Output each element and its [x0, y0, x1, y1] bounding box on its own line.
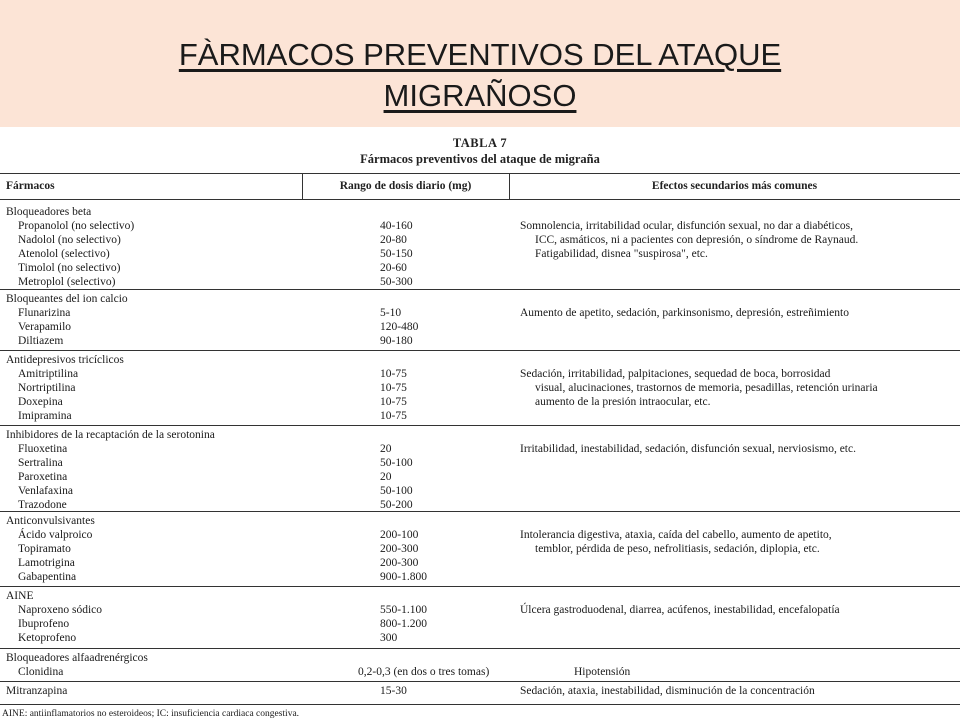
drug-dose: 10-75 — [380, 410, 407, 422]
side-effects: Sedación, ataxia, inestabilidad, disminución de la concentración — [520, 685, 815, 697]
drug-name: Ácido valproico — [18, 529, 93, 541]
drug-category: Mitranzapina — [6, 685, 68, 697]
drug-dose: 50-100 — [380, 485, 413, 497]
table-rule — [0, 681, 960, 682]
drug-name: Venlafaxina — [18, 485, 73, 497]
drug-dose: 90-180 — [380, 335, 413, 347]
side-effects: temblor, pérdida de peso, nefrolitiasis, sedación, diplopia, etc. — [535, 543, 820, 555]
drug-dose: 20-60 — [380, 262, 407, 274]
drug-dose: 300 — [380, 632, 398, 644]
drug-name: Ketoprofeno — [18, 632, 77, 644]
table-subcaption: Fármacos preventivos del ataque de migraña — [360, 152, 600, 166]
drug-name: Sertralina — [18, 457, 63, 469]
drug-name: Imipramina — [18, 410, 72, 422]
table-footnote: AINE: antiinflamatorios no esteroideos; IC: insuficiencia cardiaca congestiva. — [2, 709, 300, 719]
drug-category: Bloqueadores beta — [6, 206, 92, 218]
drug-name: Gabapentina — [18, 571, 77, 583]
side-effects: Úlcera gastroduodenal, diarrea, acúfenos, inestabilidad, encefalopatía — [520, 604, 840, 616]
table-rule-header — [0, 199, 960, 200]
column-header-drugs: Fármacos — [6, 180, 55, 192]
table-rule — [0, 289, 960, 290]
drug-name: Nadolol (no selectivo) — [18, 234, 121, 246]
drug-dose: 50-300 — [380, 276, 413, 288]
drug-category: Bloqueantes del ion calcio — [6, 293, 128, 305]
drug-name: Naproxeno sódico — [18, 604, 102, 616]
drug-dose: 200-100 — [380, 529, 419, 541]
side-effects: Irritabilidad, inestabilidad, sedación, disfunción sexual, nerviosismo, etc. — [520, 443, 856, 455]
drug-dose: 800-1.200 — [380, 618, 427, 630]
drug-dose: 550-1.100 — [380, 604, 427, 616]
table-rule — [0, 586, 960, 587]
drug-name: Doxepina — [18, 396, 63, 408]
drug-category: Bloqueadores alfaadrenérgicos — [6, 652, 148, 664]
drug-dose: 200-300 — [380, 543, 419, 555]
slide-title-line1: FÀRMACOS PREVENTIVOS DEL ATAQUE — [178, 37, 782, 72]
side-effects: Intolerancia digestiva, ataxia, caída del cabello, aumento de apetito, — [520, 529, 832, 541]
drug-dose: 120-480 — [380, 321, 419, 333]
drug-dose: 0,2-0,3 (en dos o tres tomas) — [358, 666, 490, 678]
drug-dose: 20 — [380, 471, 392, 483]
drug-name: Timolol (no selectivo) — [18, 262, 121, 274]
drug-name: Metroplol (selectivo) — [18, 276, 116, 288]
side-effects: Hipotensión — [574, 666, 631, 678]
drug-dose: 200-300 — [380, 557, 419, 569]
side-effects: visual, alucinaciones, trastornos de memoria, pesadillas, retención urinaria — [535, 382, 878, 394]
drug-name: Fluoxetina — [18, 443, 68, 455]
drug-dose: 50-200 — [380, 499, 413, 511]
drug-name: Atenolol (selectivo) — [18, 248, 110, 260]
table-rule — [0, 648, 960, 649]
drug-name: Paroxetina — [18, 471, 68, 483]
drug-dose: 10-75 — [380, 368, 407, 380]
drug-name: Trazodone — [18, 499, 67, 511]
drug-name: Topiramato — [18, 543, 71, 555]
drug-dose: 900-1.800 — [380, 571, 427, 583]
drug-dose: 15-30 — [380, 685, 407, 697]
table-caption: TABLA 7 — [452, 136, 508, 150]
drug-category: AINE — [6, 590, 34, 602]
table-rule-top — [0, 173, 960, 174]
drug-dose: 10-75 — [380, 396, 407, 408]
drug-name: Clonidina — [18, 666, 64, 678]
side-effects: Aumento de apetito, sedación, parkinsonismo, depresión, estreñimiento — [520, 307, 849, 319]
slide-title — [0, 34, 960, 116]
side-effects: Sedación, irritabilidad, palpitaciones, sequedad de boca, borrosidad — [520, 368, 831, 380]
drug-dose: 10-75 — [380, 382, 407, 394]
drug-dose: 40-160 — [380, 220, 413, 232]
drug-name: Diltiazem — [18, 335, 64, 347]
drug-name: Ibuprofeno — [18, 618, 70, 630]
drug-category: Antidepresivos tricíclicos — [6, 354, 124, 366]
drug-category: Inhibidores de la recaptación de la serotonina — [6, 429, 215, 441]
drug-name: Propanolol (no selectivo) — [18, 220, 135, 232]
drug-name: Verapamilo — [18, 321, 72, 333]
slide-title-line2: MIGRAÑOSO — [383, 78, 577, 113]
drug-name: Flunarizina — [18, 307, 71, 319]
drug-dose: 5-10 — [380, 307, 402, 319]
table-rule — [0, 425, 960, 426]
drug-dose: 20-80 — [380, 234, 407, 246]
side-effects: Somnolencia, irritabilidad ocular, disfunción sexual, no dar a diabéticos, — [520, 220, 853, 232]
drug-name: Nortriptilina — [18, 382, 76, 394]
drug-dose: 20 — [380, 443, 392, 455]
table-rule — [0, 350, 960, 351]
drug-dose: 50-150 — [380, 248, 413, 260]
column-header-effects: Efectos secundarios más comunes — [651, 180, 818, 192]
drug-name: Lamotrigina — [18, 557, 75, 569]
side-effects: Fatigabilidad, disnea "suspirosa", etc. — [535, 248, 708, 260]
table-rule — [0, 511, 960, 512]
side-effects: ICC, asmáticos, ni a pacientes con depresión, o síndrome de Raynaud. — [535, 234, 859, 246]
table-rule — [0, 704, 960, 705]
drug-category: Anticonvulsivantes — [6, 515, 95, 527]
side-effects: aumento de la presión intraocular, etc. — [535, 396, 711, 408]
drug-dose: 50-100 — [380, 457, 413, 469]
drug-name: Amitriptilina — [18, 368, 79, 380]
column-header-dose: Rango de dosis diario (mg) — [339, 180, 472, 192]
